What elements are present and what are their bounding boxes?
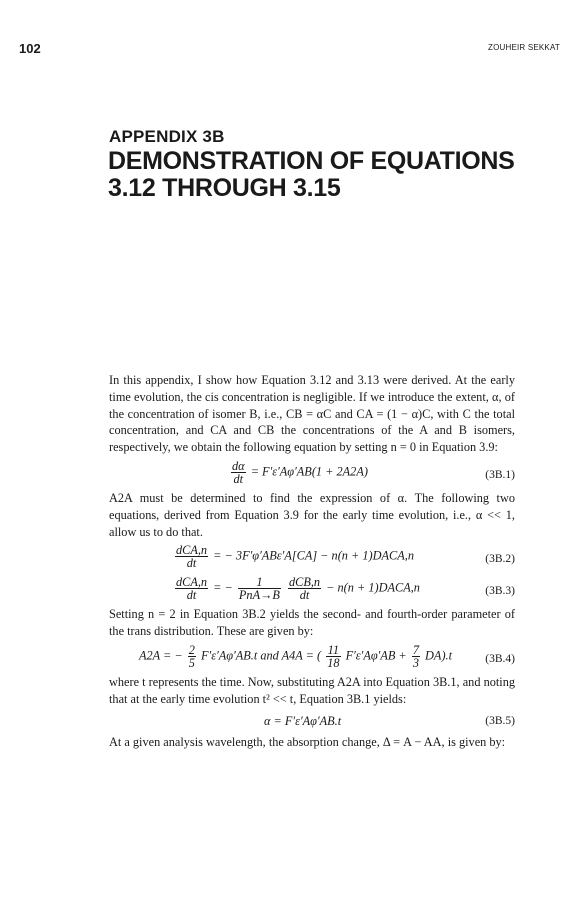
fraction-denominator: dt — [299, 588, 310, 603]
equation-number: (3B.3) — [485, 585, 515, 598]
fraction-denominator: 3 — [412, 655, 419, 670]
fraction — [175, 544, 208, 569]
fraction — [238, 576, 281, 601]
fraction-numerator: dα — [232, 458, 245, 473]
appendix-label: APPENDIX 3B — [109, 127, 225, 146]
fraction-denominator: PnA→B — [238, 588, 280, 603]
equation-3b5-expression: α = F′ε′Aφ′AB.t — [264, 713, 342, 728]
equation-number: (3B.5) — [485, 714, 515, 727]
equation-rhs: = − 3F′φ′ABε′A[CA] − n(n + 1)DACA,n — [213, 548, 414, 563]
fraction — [412, 644, 420, 669]
equation-3b3 — [109, 576, 515, 604]
paragraph-3: Setting n = 2 in Equation 3B.2 yields the second- and fourth-order parameter of the trans distribution. These are given by: — [109, 607, 515, 639]
fraction-numerator: dCA,n — [176, 543, 208, 558]
fraction — [326, 644, 340, 669]
fraction-denominator: 18 — [327, 655, 340, 670]
fraction-numerator: dCA,n — [176, 575, 208, 590]
fraction-numerator: 11 — [327, 642, 340, 657]
equation-3b1-expression — [229, 460, 368, 485]
fraction-numerator: 7 — [412, 642, 419, 657]
equation-number: (3B.4) — [485, 652, 515, 665]
equation-3b5 — [109, 712, 515, 732]
body-text — [109, 372, 515, 750]
equation-3b4-expression — [139, 644, 452, 669]
fraction — [288, 576, 321, 601]
equation-number: (3B.1) — [485, 468, 515, 481]
equation-3b4 — [109, 644, 515, 672]
fraction-denominator: dt — [186, 588, 197, 603]
equation-3b1 — [109, 460, 515, 488]
equation-lhs: A2A = − — [139, 648, 183, 663]
fraction-denominator: dt — [186, 556, 197, 571]
equation-operator: = − — [213, 580, 233, 595]
fraction-denominator: 5 — [188, 655, 195, 670]
equation-middle: F′ε′Aφ′AB.t and A4A = ( — [201, 648, 322, 663]
fraction-numerator: 2 — [188, 642, 195, 657]
equation-3b2 — [109, 544, 515, 572]
running-head: ZOUHEIR SEKKAT — [488, 43, 560, 52]
equation-3b3-expression — [173, 576, 420, 601]
page-number: 102 — [19, 41, 41, 56]
fraction — [188, 644, 196, 669]
equation-rhs: DA).t — [425, 648, 453, 663]
paragraph-1: In this appendix, I show how Equation 3.12 and 3.13 were derived. At the early time evolution, the cis concentration is negligible. If we introduce the extent, α, of the concentration of isomer B, i.e., CB = αC and CA = (1 − α)C, with C the total concentration, and CA and CB the concentrations of the A and B isomers, respectively, we obtain the following equation by setting n = 0 in Equation 3.9: — [109, 373, 515, 455]
paragraph-4: where t represents the time. Now, substituting A2A into Equation 3B.1, and noting that at the early time evolution t² << t, Equation 3B.1 yields: — [109, 674, 515, 706]
equation-rhs: = F′ε′Aφ′AB(1 + 2A2A) — [250, 464, 368, 479]
equation-rhs: − n(n + 1)DACA,n — [326, 580, 420, 595]
fraction-numerator: dCB,n — [288, 575, 321, 590]
paragraph-2: A2A must be determined to find the expression of α. The following two equations, derived from Equation 3.9 for the early time evolution, i.e., α << 1, allow us to do that. — [109, 490, 515, 539]
fraction — [231, 460, 246, 485]
equation-number: (3B.2) — [485, 553, 515, 566]
section-title: DEMONSTRATION OF EQUATIONS 3.12 THROUGH 3.15 — [108, 147, 515, 202]
equation-middle: F′ε′Aφ′AB + — [345, 648, 407, 663]
paragraph-5: At a given analysis wavelength, the absorption change, Δ = A − AA, is given by: — [109, 734, 506, 749]
fraction-numerator: 1 — [238, 576, 281, 589]
fraction-denominator: dt — [233, 471, 244, 486]
equation-3b2-expression — [173, 544, 414, 569]
fraction — [175, 576, 208, 601]
